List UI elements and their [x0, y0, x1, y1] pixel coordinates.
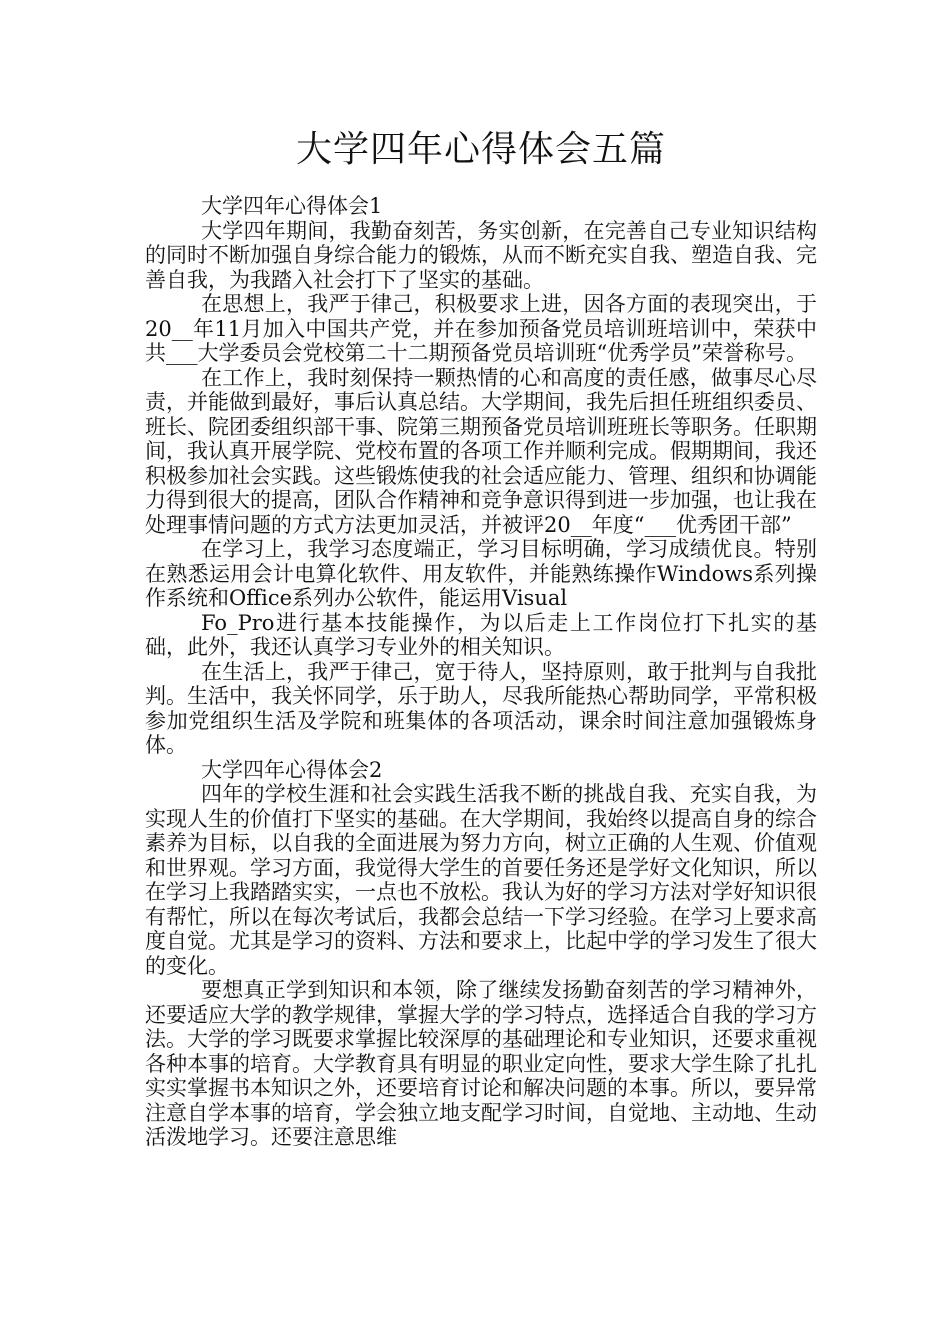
paragraph: 在学习上，我学习态度端正，学习目标明确，学习成绩优良。特别在熟悉运用会计电算化软件、用友软件，并能熟练操作Windows系列操作系统和Office系列办公软件，能运用Visual: [145, 537, 817, 610]
section-heading-1: 大学四年心得体会1: [201, 194, 383, 218]
paragraph: 大学四年期间，我勤奋刻苦，务实创新，在完善自己专业知识结构的同时不断加强自身综合能力的锻炼，从而不断充实自我、塑造自我、完善自我，为我踏入社会打下了坚实的基础。: [145, 218, 817, 292]
paragraph: Fo_Pro进行基本技能操作，为以后走上工作岗位打下扎实的基础，此外，我还认真学习专业外的相关知识。: [145, 610, 817, 659]
document-page: [145, 120, 817, 1150]
document-body: [145, 194, 817, 1150]
paragraph: 在工作上，我时刻保持一颗热情的心和高度的责任感，做事尽心尽责，并能做到最好，事后认真总结。大学期间，我先后担任班组织委员、班长、院团委组织部干事、院第三期预备党员培训班班长等职务。任职期间，我认真开展学院、党校布置的各项工作并顺利完成。假期期间，我还积极参加社会实践。这些锻炼使我的社会适应能力、管理、组织和协调能力得到很大的提高，团队合作精神和竞争意识得到进一步加强，也让我在处理事情问题的方式方法更加灵活，并被评20__年度“___优秀团干部”: [145, 365, 817, 537]
paragraph: 在思想上，我严于律己，积极要求上进，因各方面的表现突出，于20__年11月加入中国共产党，并在参加预备党员培训班培训中，荣获中共___大学委员会党校第二十二期预备党员培训班“优秀学员”荣誉称号。: [145, 292, 817, 365]
paragraph: 要想真正学到知识和本领，除了继续发扬勤奋刻苦的学习精神外，还要适应大学的教学规律，掌握大学的学习特点，选择适合自我的学习方法。大学的学习既要求掌握比较深厚的基础理论和专业知识，还要求重视各种本事的培育。大学教育具有明显的职业定向性，要求大学生除了扎扎实实掌握书本知识之外，还要培育讨论和解决问题的本事。所以，要异常注意自学本事的培育，学会独立地支配学习时间，自觉地、主动地、生动活泼地学习。还要注意思维: [145, 978, 817, 1149]
section-heading-2: 大学四年心得体会2: [201, 757, 383, 782]
paragraph: 在生活上，我严于律己，宽于待人，坚持原则，敢于批判与自我批判。生活中，我关怀同学，乐于助人，尽我所能热心帮助同学，平常积极参加党组织生活及学院和班集体的各项活动，课余时间注意加强锻炼身体。: [145, 659, 817, 757]
document-title: 大学四年心得体会五篇: [295, 129, 666, 170]
paragraph: 四年的学校生涯和社会实践生活我不断的挑战自我、充实自我，为实现人生的价值打下坚实的基础。在大学期间，我始终以提高自身的综合素养为目标，以自我的全面进展为努力方向，树立正确的人生观、价值观和世界观。学习方面，我觉得大学生的首要任务还是学好文化知识，所以在学习上我踏踏实实，一点也不放松。我认为好的学习方法对学好知识很有帮忙，所以在每次考试后，我都会总结一下学习经验。在学习上要求高度自觉。尤其是学习的资料、方法和要求上，比起中学的学习发生了很大的变化。: [145, 782, 817, 978]
